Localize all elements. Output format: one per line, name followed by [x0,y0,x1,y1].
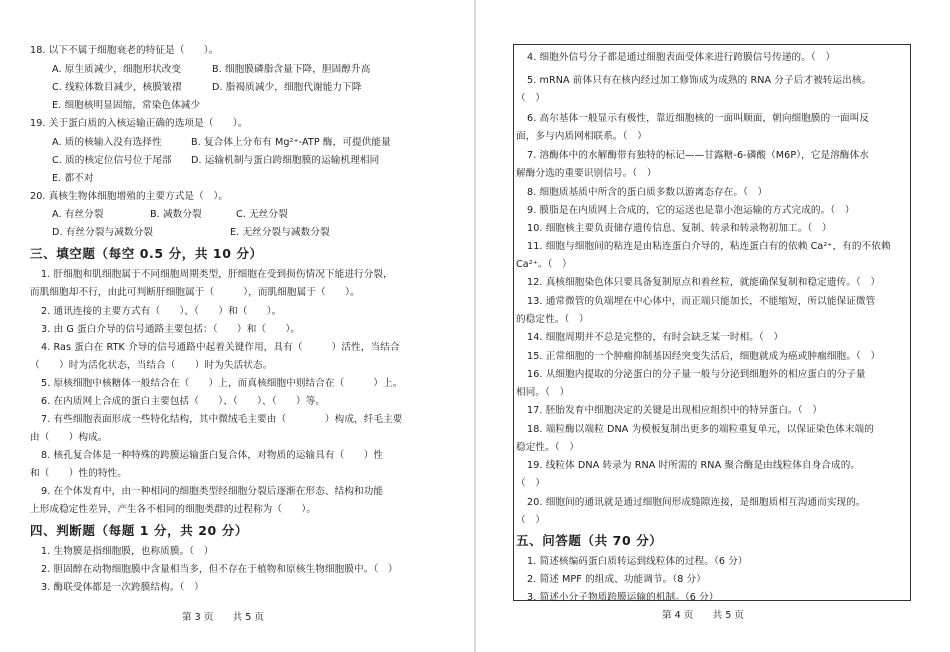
fill-line-12: 和（ ）性的特性。 [30,468,127,479]
question-20-option-e: E. 无丝分裂与减数分裂 [230,227,330,238]
page-4-footer: 第 4 页 共 5 页 [662,610,744,621]
question-19-option-a: A. 质的核输入没有选择性 [52,137,162,148]
section-5-heading: 五、问答题（共 70 分） [516,533,663,548]
fill-line-10: 由（ ）构成。 [30,432,108,443]
section-3-heading: 三、填空题（每空 0.5 分，共 10 分） [30,246,263,261]
judge-item-11-cont: Ca²⁺。（ ） [516,259,572,270]
judge-item-1: 1. 生物膜是指细胞膜，也称质膜。（ ） [41,546,214,557]
question-19-option-d: D. 运输机制与蛋白跨细胞膜的运输机理相同 [191,155,380,166]
essay-question-3: 3. 简述小分子物质跨膜运输的机制。（6 分） [527,592,719,603]
fill-line-3: 2. 通讯连接的主要方式有（ ）、（ ）和（ ）。 [41,306,282,317]
question-18-option-b: B. 细胞膜磷脂含量下降，胆固醇升高 [212,64,371,75]
page-3-footer: 第 3 页 共 5 页 [182,612,264,623]
question-20-option-c: C. 无丝分裂 [236,209,288,220]
question-20-option-a: A. 有丝分裂 [52,209,104,220]
essay-question-2: 2. 简述 MPF 的组成、功能调节。（8 分） [527,574,706,585]
judge-item-19-cont: （ ） [516,478,546,489]
question-19-stem: 19. 关于蛋白质的入核运输正确的选项是（ ）。 [30,118,248,129]
judge-item-3: 3. 酶联受体都是一次跨膜结构。（ ） [41,582,204,593]
fill-line-7: 5. 原核细胞中核糖体一般结合在（ ）上，而真核细胞中则结合在（ ）上。 [41,378,403,389]
fill-line-9: 7. 有些细胞表面形成一些特化结构，其中微绒毛主要由（ ）构成，纤毛主要 [41,414,403,425]
judge-item-18-cont: 稳定性。（ ） [516,442,580,453]
question-20-stem: 20. 真核生物体细胞增殖的主要方式是（ ）。 [30,191,229,202]
fill-line-5: 4. Ras 蛋白在 RTK 介导的信号通路中起着关键作用，具有（ ）活性，当结合 [41,342,400,353]
judge-item-6-cont: 面，多与内质网相联系。（ ） [516,131,647,142]
fill-line-1: 1. 肝细胞和肌细胞属于不同细胞周期类型，肝细胞在受到损伤情况下能进行分裂， [41,269,393,280]
judge-item-6: 6. 高尔基体一般显示有极性，靠近细胞核的一面叫顺面，朝向细胞膜的一面叫反 [527,113,870,124]
fill-line-2: 而肌细胞却不行，由此可判断肝细胞属于（ ），而肌细胞属于（ ）。 [30,287,360,298]
judge-item-12: 12. 真核细胞染色体只要具备复制原点和着丝粒，就能确保复制和稳定遗传。（ ） [527,277,881,288]
fill-line-4: 3. 由 G 蛋白介导的信号通路主要包括：（ ）和（ ）。 [41,324,301,335]
question-18-stem: 18. 以下不属于细胞衰老的特征是（ ）。 [30,45,219,56]
fill-line-8: 6. 在内质网上合成的蛋白主要包括（ ）、（ ）、（ ）等。 [41,396,326,407]
question-19-option-e: E. 都不对 [52,173,94,184]
section-4-heading: 四、判断题（每题 1 分，共 20 分） [30,523,249,538]
judge-item-11: 11. 细胞与细胞间的粘连是由粘连蛋白介导的，粘连蛋白有的依赖 Ca²⁺，有的不依赖 [527,241,891,252]
judge-item-2: 2. 胆固醇在动物细胞膜中含量相当多，但不存在于植物和原核生物细胞膜中。（ ） [41,564,398,575]
fill-line-6: （ ）时为活化状态，当结合（ ）时为失活状态。 [30,360,273,371]
judge-item-16-cont: 相同。（ ） [516,387,570,398]
question-18-option-c: C. 线粒体数目减少，核膜皱褶 [52,82,182,93]
judge-item-5: 5. mRNA 前体只有在核内经过加工修饰成为成熟的 RNA 分子后才被转运出核。 [527,75,872,86]
judge-item-4: 4. 细胞外信号分子都是通过细胞表面受体来进行跨膜信号传递的。（ ） [527,52,836,63]
judge-item-20-cont: （ ） [516,515,546,526]
judge-item-5-cont: （ ） [516,93,546,104]
judge-item-8: 8. 细胞质基质中所含的蛋白质多数以游离态存在。（ ） [527,187,768,198]
judge-item-7-cont: 解酶分选的重要识别信号。（ ） [516,168,657,179]
fill-line-11: 8. 核孔复合体是一种特殊的跨膜运输蛋白复合体，对物质的运输具有（ ）性 [41,450,384,461]
judge-item-19: 19. 线粒体 DNA 转录为 RNA 时所需的 RNA 聚合酶是由线粒体自身合成的。 [527,460,861,471]
judge-item-14: 14. 细胞周期并不总是完整的，有时会缺乏某一时相。（ ） [527,332,784,343]
judge-item-9: 9. 膜脂是在内质网上合成的，它的运送也是靠小泡运输的方式完成的。（ ） [527,205,855,216]
fill-line-13: 9. 在个体发育中，由一种相同的细胞类型经细胞分裂后逐渐在形态、结构和功能 [41,486,384,497]
judge-item-17: 17. 胚胎发育中细胞决定的关键是出现相应组织中的特异蛋白。（ ） [527,405,823,416]
question-18-option-a: A. 原生质减少，细胞形状改变 [52,64,182,75]
judge-item-10: 10. 细胞核主要负责储存遗传信息、复制、转录和转录物初加工。（ ） [527,223,832,234]
question-18-option-d: D. 脂褐质减少，细胞代谢能力下降 [212,82,362,93]
question-18-option-e: E. 细胞核明显固缩，常染色体减少 [52,100,201,111]
question-20-option-d: D. 有丝分裂与减数分裂 [52,227,154,238]
judge-item-13: 13. 通常微管的负端埋在中心体中，而正端只能加长，不能缩短，所以能保证微管 [527,296,876,307]
exam-page-4 [475,0,950,652]
judge-item-18: 18. 端粒酶以端粒 DNA 为模板复制出更多的端粒重复单元，以保证染色体末端的 [527,424,874,435]
fill-line-14: 上形成稳定性差异，产生各不相同的细胞类群的过程称为（ ）。 [30,504,317,515]
question-20-option-b: B. 减数分裂 [150,209,202,220]
essay-question-1: 1. 简述核编码蛋白质转运到线粒体的过程。（6 分） [527,556,748,567]
judge-item-15: 15. 正常细胞的一个肿瘤抑制基因经突变失活后，细胞就成为癌或肿瘤细胞。（ ） [527,351,881,362]
judge-item-13-cont: 的稳定性。（ ） [516,314,589,325]
judge-item-7: 7. 溶酶体中的水解酶带有独特的标记——甘露糖-6-磷酸（M6P），它是溶酶体水 [527,150,870,161]
judge-item-16: 16. 从细胞内提取的分泌蛋白的分子量一般与分泌到细胞外的相应蛋白的分子量 [527,369,866,380]
question-19-option-b: B. 复合体上分布有 Mg²⁺-ATP 酶，可提供能量 [191,137,391,148]
question-19-option-c: C. 质的核定位信号位于尾部 [52,155,172,166]
judge-item-20: 20. 细胞间的通讯就是通过细胞间形成缝隙连接，是细胞质相互沟通而实现的。 [527,497,866,508]
